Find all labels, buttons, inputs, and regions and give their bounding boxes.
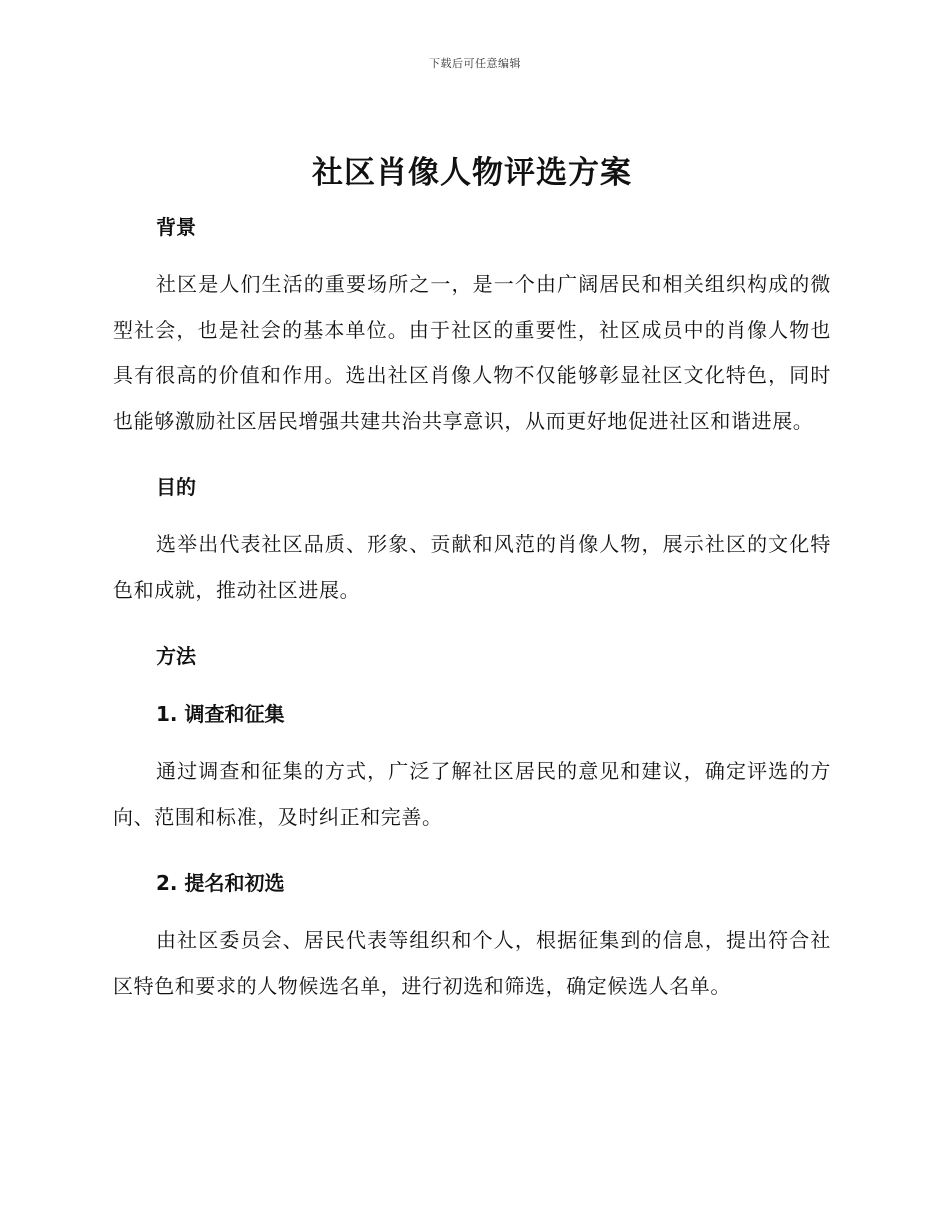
document-body: [113, 148, 831, 1009]
section-paragraph-background: 社区是人们生活的重要场所之一，是一个由广阔居民和相关组织构成的微型社会，也是社会的基本单位。由于社区的重要性，社区成员中的肖像人物也具有很高的价值和作用。选出社区肖像人物不仅能够彰显社区文化特色，同时也能够激励社区居民增强共建共治共享意识，从而更好地促进社区和谐进展。: [113, 272, 831, 433]
document-title: 社区肖像人物评选方案: [312, 155, 632, 191]
section-heading-method: 方法: [156, 644, 196, 668]
section-paragraph-purpose: 选举出代表社区品质、形象、贡献和风范的肖像人物，展示社区的文化特色和成就，推动社区进展。: [113, 532, 831, 602]
subsection-paragraph-nomination: 由社区委员会、居民代表等组织和个人，根据征集到的信息，提出符合社区特色和要求的人物候选名单，进行初选和筛选，确定候选人名单。: [113, 928, 831, 998]
section-heading-background: 背景: [156, 215, 196, 239]
subsection-heading-survey: 1. 调查和征集: [156, 702, 285, 726]
subsection-heading-nomination: 2. 提名和初选: [156, 871, 285, 895]
section-heading-purpose: 目的: [156, 475, 196, 499]
header-note: 下载后可任意编辑: [429, 57, 521, 70]
subsection-paragraph-survey: 通过调查和征集的方式，广泛了解社区居民的意见和建议，确定评选的方向、范围和标准，及时纠正和完善。: [113, 759, 831, 829]
